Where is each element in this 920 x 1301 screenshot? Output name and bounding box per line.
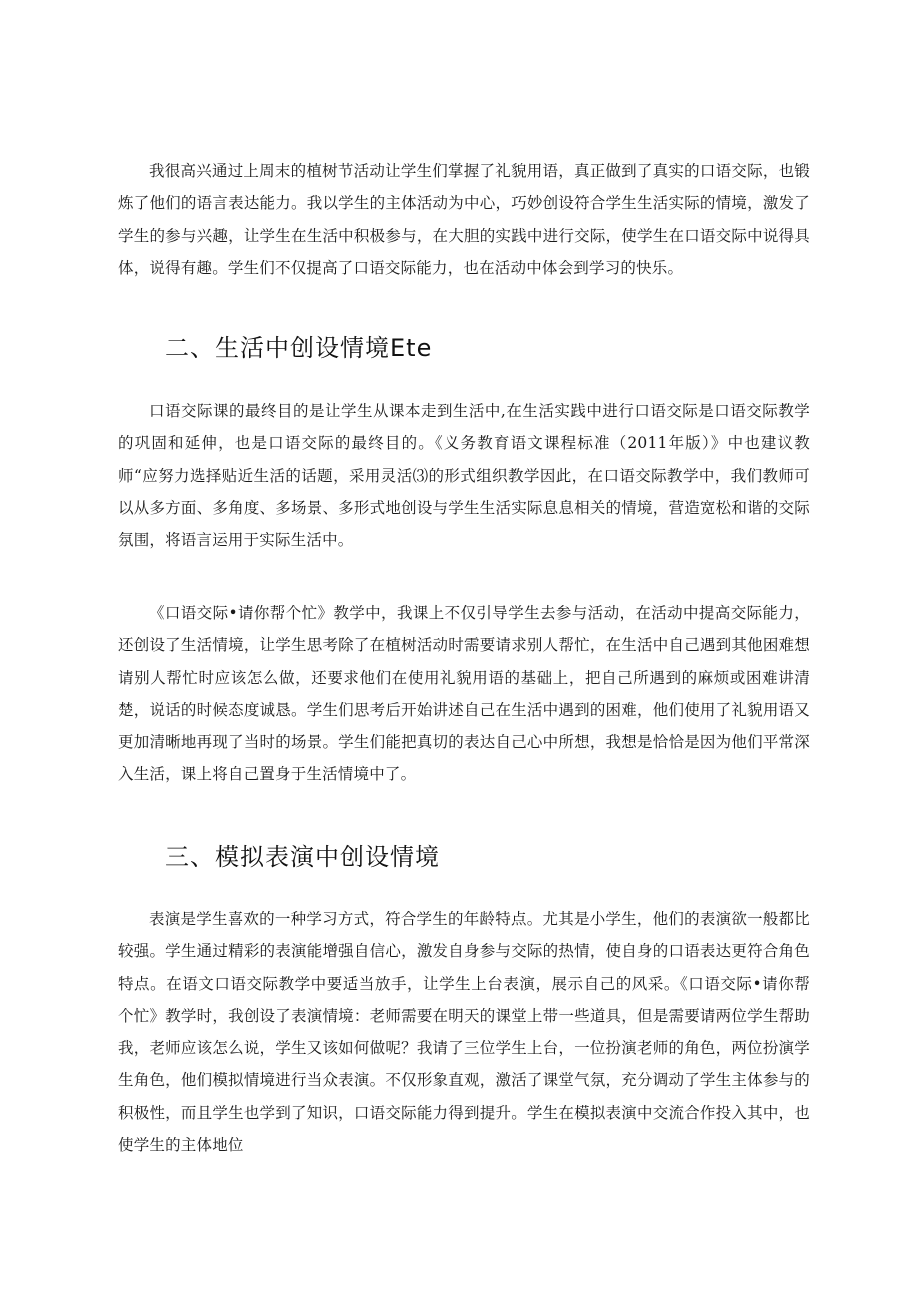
section-heading-2: 二、生活中创设情境Ete (165, 334, 433, 362)
body-paragraph-3: 《口语交际•请你帮个忙》教学中，我课上不仅引导学生去参与活动，在活动中提高交际能力，还创设了生活情境，让学生思考除了在植树活动时需要请求别人帮忙，在生活中自己遇到其他困难想请别人帮忙时应该怎么做，还要求他们在使用礼貌用语的基础上，把自己所遇到的麻烦或困难讲清楚，说话的时候态度诚恳。学生们思考后开始讲述自己在生活中遇到的困难，他们使用了礼貌用语又更加清晰地再现了当时的场景。学生们能把真切的表达自己心中所想，我想是恰恰是因为他们平常深入生活，课上将自己置身于生活情境中了。 (118, 604, 810, 784)
section-heading-3: 三、模拟表演中创设情境 (165, 843, 440, 871)
body-paragraph-2: 口语交际课的最终目的是让学生从课本走到生活中,在生活实践中进行口语交际是口语交际教学的巩固和延伸，也是口语交际的最终目的。《义务教育语文课程标准（2011年版）》中也建议教师“应努力选择贴近生活的话题，采用灵活⑶的形式组织教学因此，在口语交际教学中，我们教师可以从多方面、多角度、多场景、多形式地创设与学生生活实际息息相关的情境，营造宽松和谐的交际氛围，将语言运用于实际生活中。 (118, 402, 810, 550)
body-paragraph-4: 表演是学生喜欢的一种学习方式，符合学生的年龄特点。尤其是小学生，他们的表演欲一般都比较强。学生通过精彩的表演能增强自信心，激发自身参与交际的热情，使自身的口语表达更符合角色特点。在语文口语交际教学中要适当放手，让学生上台表演，展示自己的风采。《口语交际•请你帮个忙》教学时，我创设了表演情境：老师需要在明天的课堂上带一些道具，但是需要请两位学生帮助我，老师应该怎么说，学生又该如何做呢？我请了三位学生上台，一位扮演老师的角色，两位扮演学生角色，他们模拟情境进行当众表演。不仅形象直观，激活了课堂气氛，充分调动了学生主体参与的积极性，而且学生也学到了知识，口语交际能力得到提升。学生在模拟表演中交流合作投入其中，也使学生的主体地位 (118, 910, 810, 1155)
body-paragraph-1: 我很高兴通过上周末的植树节活动让学生们掌握了礼貌用语，真正做到了真实的口语交际，也锻炼了他们的语言表达能力。我以学生的主体活动为中心，巧妙创设符合学生生活实际的情境，激发了学生的参与兴趣，让学生在生活中积极参与，在大胆的实践中进行交际，使学生在口语交际中说得具体，说得有趣。学生们不仅提高了口语交际能力，也在活动中体会到学习的快乐。 (118, 162, 810, 277)
